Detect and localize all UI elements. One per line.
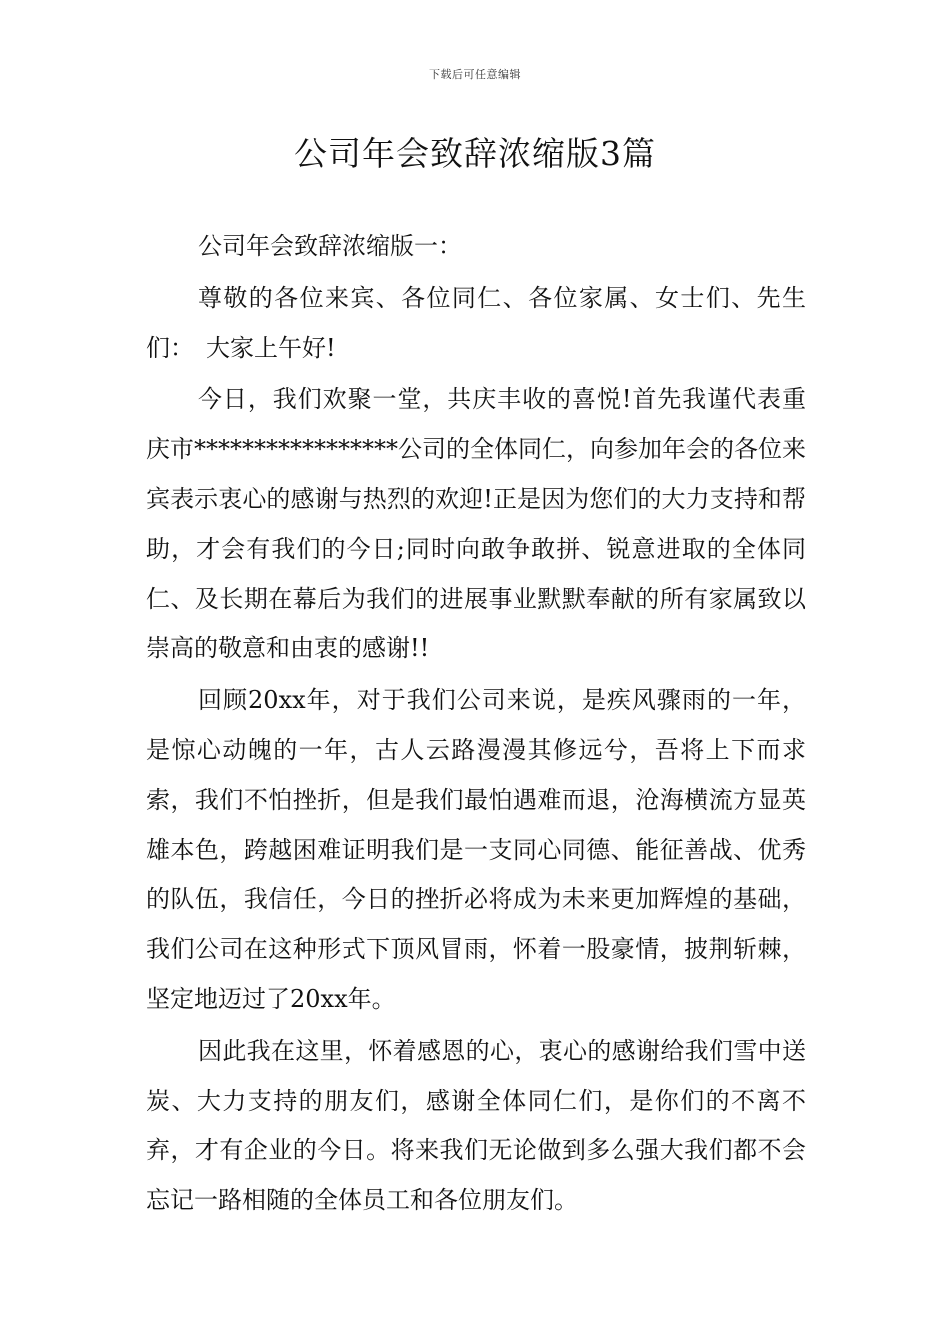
header-note: 下载后可任意编辑 xyxy=(429,68,521,81)
paragraph-thanks: 因此我在这里，怀着感恩的心，衷心的感谢给我们雪中送炭、大力支持的朋友们，感谢全体同仁们，是你们的不离不弃，才有企业的今日。将来我们无论做到多么强大我们都不会忘记一路相随的全体员工和各位朋友们。 xyxy=(146,1036,806,1215)
paragraph-salutation: 尊敬的各位来宾、各位同仁、各位家属、女士们、先生们： 大家上午好! xyxy=(146,283,806,362)
paragraph-review: 回顾20xx年，对于我们公司来说，是疾风骤雨的一年，是惊心动魄的一年，古人云路漫漫其修远兮，吾将上下而求索，我们不怕挫折，但是我们最怕遇难而退，沧海横流方显英雄本色，跨越困难证明我们是一支同心同德、能征善战、优秀的队伍，我信任，今日的挫折必将成为未来更加辉煌的基础，我们公司在这种形式下顶风冒雨，怀着一股豪情，披荆斩棘，坚定地迈过了20xx年。 xyxy=(146,686,806,1013)
document-body xyxy=(146,222,806,1228)
paragraph-section-heading: 公司年会致辞浓缩版一： xyxy=(198,232,462,260)
paragraph-welcome: 今日，我们欢聚一堂，共庆丰收的喜悦!首先我谨代表重庆市*****************公司的全体同仁，向参加年会的各位来宾表示衷心的感谢与热烈的欢迎!正是因为您们的大力支持和帮助，才会有我们的今日;同时向敢争敢拼、锐意进取的全体同仁、及长期在幕后为我们的进展事业默默奉献的所有家属致以崇高的敬意和由衷的感谢!! xyxy=(146,385,806,663)
document-title: 公司年会致辞浓缩版3篇 xyxy=(294,134,656,173)
